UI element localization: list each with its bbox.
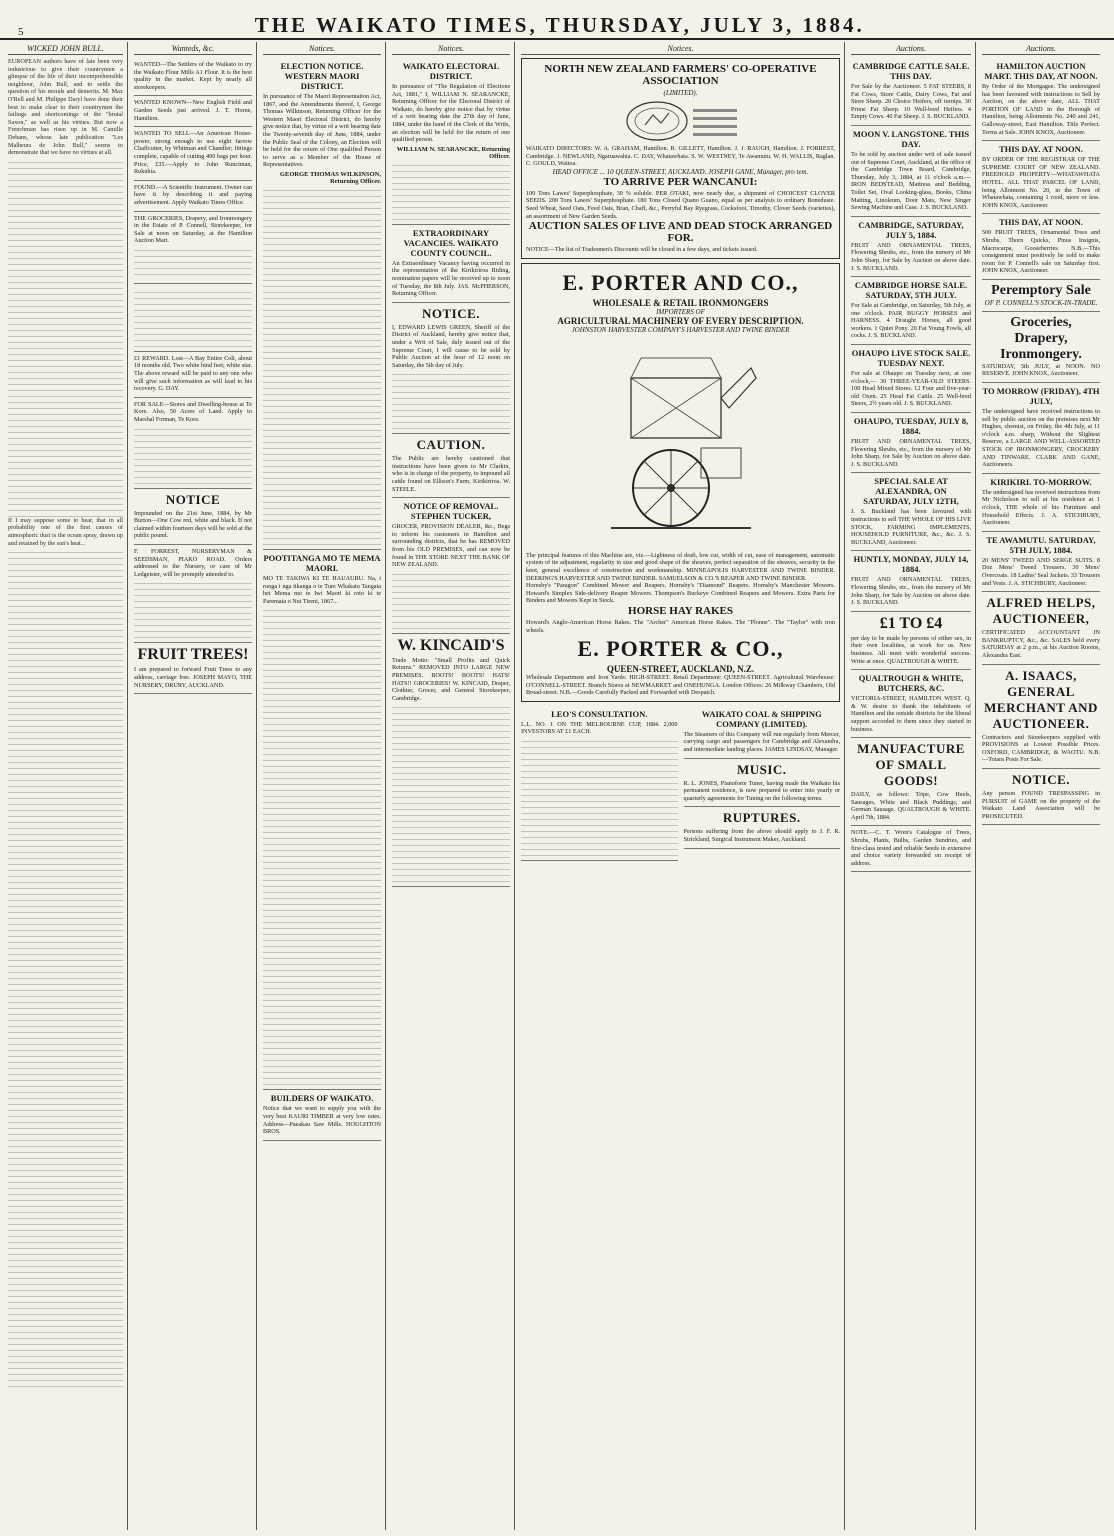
advert <box>392 225 510 303</box>
advert <box>851 217 971 277</box>
advert-title: ELECTION NOTICE. WESTERN MAORI DISTRICT. <box>280 61 364 91</box>
article-text-lines <box>8 157 123 277</box>
advert-body: MO TE TAKIWA KI TE HAUAURU. Na, i runga i nga tikanga o te Ture Whakatu Tangata hei Mema mo te Iwi Maori ki roto ki te Paremata o Nui Tireni, 1867... <box>263 574 381 605</box>
porter-advert <box>521 263 840 702</box>
head-office: HEAD OFFICE ... 10 QUEEN-STREET, AUCKLAND. JOSEPH GANE, Manager, pro tem. <box>552 167 809 176</box>
advert-body: For Sale by the Auctioneer. 5 FAT STEERS, 8 Fat Cows, Store Cattle, Dairy Cows, Fat and Store Sheep. 20 Choice Heifers, off turnips. 30 Prime Fat Sheep. 10 Well-bred Heifers. 4 Empty Cows. 40 Fat Sheep. J. S. BUCKLAND. <box>851 83 971 121</box>
rakes-heading: HORSE HAY RAKES <box>628 604 733 617</box>
advert <box>134 545 252 643</box>
article-text-lines <box>8 1267 123 1387</box>
columns <box>6 42 1108 1530</box>
advert <box>851 58 971 126</box>
advert-body: BY ORDER OF THE REGISTRAR OF THE SUPREME COURT OF NEW ZEALAND. FREEHOLD PROPERTY—WHATAWHATA HOTEL. ALL THAT PARCEL OF LAND, being Allotment No. 20, in the Town of Whatawhata, containing 1 rood, more or less. JOHN KNOX, Auctioneer. <box>982 156 1100 209</box>
advert <box>134 212 252 284</box>
advert-title: EXTRAORDINARY VACANCIES. WAIKATO COUNTY COUNCIL. <box>403 227 499 258</box>
advert-body: FOUND.—A Scientific Instrument. Owner can have it by describing it and paying advertisement. Apply Waikato Times Office. <box>134 183 252 206</box>
advert-body: THE GROCERIES, Drapery, and Ironmongery in the Estate of P. Connell, Storekeeper, for Sale at noon on Saturday, at the Hamilton Auction Mart. <box>134 214 252 245</box>
column-heading: Wanteds, &c. <box>134 44 252 55</box>
advert <box>851 612 971 670</box>
advert-body: The Public are hereby cautioned that instructions have been given to Mr Clarkin, who is in charge of the property, to impound all cattle found on Ellison's Farm, Kirikiriroa. W. STEELE. <box>392 455 510 493</box>
column-2 <box>132 42 257 1530</box>
arrive-body: 100 Tons Lawes' Superphosphate, 30 % soluble. PER OTAKI, now nearly due, a shipment of CHOICEST CLOVER SEEDS. 200 Tons Lawes' Superphosphate. 180 Tons Closed Quano Guano, equal as per analysis to ordinary Boneduste. Seed Wheat, Seed Oats, Feed Oats, Bran, Chaff, &c., Perryful Bay Ryegrass, Cocksfoot, Timothy, Clover Seeds (varieties), an assortment of New Garden Seeds. <box>526 189 835 220</box>
advert-title: LEO'S CONSULTATION. <box>551 708 648 719</box>
advert-title: Peremptory Sale <box>991 282 1091 298</box>
advert <box>982 58 1100 141</box>
advert <box>982 532 1100 592</box>
advert-title: RUPTURES. <box>722 810 801 826</box>
porter-list: Hornsby's "Paragon" Combined Mower and Reapers. Hornsby's "Diamond" Reapers. Hornsby's Manchester Mowers. Howard's Simplex Side-delivery Reaper Mowers. Thompson's Buckeye Combined Reapers and Mowers. Extra Parts for Binders and Mowers Kept in Stock. <box>526 582 835 605</box>
porter-title-2: E. PORTER & CO., <box>577 636 784 662</box>
advert-body: Contractors and Storekeepers supplied with PROVISIONS at Lowest Possible Prices. OXFORD, CAMBRIDGE, & WAOTU. N.B.—Totara Posts For Sale. <box>982 733 1100 764</box>
article-text-lines <box>8 397 123 517</box>
advert-title: POOTITANGA MO TE MEMA MAORI. <box>263 552 381 573</box>
center-bottom-grid <box>521 706 840 861</box>
advert <box>851 551 971 611</box>
advert <box>982 312 1100 383</box>
advert-body: CERTIFICATED ACCOUNTANT IN BANKRUPTCY, &c., &c. SALES held every SATURDAY at 2 p.m., at his Auction Rooms, Alexandra East. <box>982 629 1100 659</box>
advert-body: GROCER, PROVISION DEALER, &c., Begs to inform his customers in Hamilton and surrounding districts, that he has REMOVED from his OLD PREMISES, and can now be found in THE STORE NEXT THE BANK OF NEW ZEALAND. <box>392 523 510 569</box>
association-seal-icon <box>621 99 741 143</box>
advert <box>982 280 1100 312</box>
porter-address: QUEEN-STREET, AUCKLAND, N.Z. <box>606 664 755 675</box>
newspaper-title: THE WAIKATO TIMES, THURSDAY, JULY 3, 1884. <box>254 13 865 37</box>
advert-title: A. ISAACS, GENERAL MERCHANT AND AUCTIONEER. <box>984 667 1098 731</box>
advert-body: L.L. NO. 1 ON THE MELBOURNE CUP, 1884. 2,000 INVESTORS AT £1 EACH. <box>521 720 678 736</box>
advert-body: Impounded on the 21st June, 1884, by Mr Burton—One Cow red, white and black. If not claimed within fourteen days will be sold at the public pound. <box>134 509 252 540</box>
advert-title: W. KINCAID'S <box>397 636 505 654</box>
column-heading: Notices. <box>263 44 381 55</box>
advert-body: R. L. JONES, Pianoforte Tuner, having made the Waikato his permanent residence, is now prepared to enter into yearly or quarterly agreements for Tuning on the following terms. <box>683 779 840 802</box>
advert-body: J. S. Buckland has been favoured with instructions to sell THE WHOLE OF HIS LIVE STOCK, FARMING IMPLEMENTS, HOUSEHOLD FURNITURE, &c., &c. J. S. BUCKLAND, Auctioneer. <box>851 508 971 546</box>
advert-body: In pursuance of "The Regulation of Elections Act, 1881," I, WILLIAM N. SEARANCKE, Returning Officer for the Electoral District of Waikato, do hereby give notice that by virtue of a writ bearing date the 27th day of June, 1884, under the hand of the Clerk of the Writs, an election will be held for the return of one qualified person. <box>392 83 510 144</box>
advert <box>521 706 678 861</box>
advert-title: TE AWAMUTU. SATURDAY, 5TH JULY, 1884. <box>986 534 1096 555</box>
porter-body-2: Wholesale Department and Iron Yards: HIGH-STREET. Retail Department: QUEEN-STREET. Agricultural Warehouse: O'CONNELL-STREET. Branch Stores at NEWMARKET and ONEHUNGA. London Offices: 26 Milkway Chambers, Old Broad-street. N.B.—Goods Carefully Packed and Forwarded with Despatch. <box>526 674 835 697</box>
advert <box>851 473 971 551</box>
advert-signature: GEORGE THOMAS WILKINSON, Returning Officer. <box>279 170 381 185</box>
harvester-illustration-icon <box>601 338 761 548</box>
advert-title: THIS DAY. AT NOON. <box>999 144 1083 155</box>
advert-subtitle: (LIMITED). <box>663 89 698 97</box>
column-heading: Notices. <box>392 44 510 55</box>
advert-title: MOON V. LANGSTONE. THIS DAY. <box>852 128 970 149</box>
porter-subtitle-1: WHOLESALE & RETAIL IRONMONGERS <box>592 297 769 308</box>
advert-signature: WILLIAM N. SEARANCKE, Returning Officer. <box>396 145 510 160</box>
advert-title: QUALTROUGH & WHITE, BUTCHERS, &C. <box>858 673 964 694</box>
advert <box>684 807 841 848</box>
column-4 <box>390 42 515 1530</box>
advert-body: VICTORIA-STREET, HAMILTON WEST. Q. & W. desire to thank the inhabitants of Hamilton and the outside districts for the liberal support accorded to them since they started in business. <box>851 695 971 733</box>
auction-line: AUCTION SALES OF LIVE AND DEAD STOCK ARRANGED FOR. <box>528 220 833 245</box>
advert-body: For sale at Ohaupo on Tuesday next, at one o'clock,— 30 THREE-YEAR-OLD STEERS. 100 Head Mixed Stores. 12 Four and five-year-old Oxen. 25 Head Fat Cattle. 25 Well-bred Steers, 2½ years old. J. S. BUCKLAND. <box>851 370 971 408</box>
article-text-lines <box>8 547 123 667</box>
advert-title: NOTICE. <box>1011 771 1071 787</box>
advert-body: To be sold by auction under writ of sale issued out of Supreme Court, Auckland, at the office of the Cambridge Town Board, Cambridge, Thursday, July 3, 1884, at 11 o'clock a.m.— IRON BEDSTEAD, Mattress and Bedding, Toilet Set, Oval Looking-glass, Books, China Matting, Linoleum, Door Mats, New Singer Sewing Machine and Case. J. S. BUCKLAND. <box>851 150 971 212</box>
article-text-lines <box>8 277 123 397</box>
advert-title: CAUTION. <box>416 437 486 453</box>
advert-title: WAIKATO ELECTORAL DISTRICT. <box>402 61 500 81</box>
advert <box>392 303 510 435</box>
advert-body: Trade Motto: "Small Profits and Quick Returns." REMOVED INTO LARGE NEW PREMISES. BOOTS! BOOTS! HATS! HATS!! GROCERIES! W. KINCAID, Draper, Clothier, Grocer, and General Storekeeper, Cambridge. <box>392 656 510 702</box>
advert-title: MANUFACTURE OF SMALL GOODS! <box>857 741 965 789</box>
article-text-lines <box>8 1147 123 1267</box>
advert-title: OHAUPO LIVE STOCK SALE. TUESDAY NEXT. <box>851 348 971 369</box>
advert-title: TO MORROW (FRIDAY), 4TH JULY, <box>982 386 1100 407</box>
advert <box>263 550 381 1090</box>
advert-body: FRUIT AND ORNAMENTAL TREES, Flowering Shrubs, etc., from the nursery of Mr John Sharp, for Sale by Auction on above date. J. S. BUCKLAND. <box>851 576 971 607</box>
advert-body: F. FORREST, NURSERYMAN & SEEDSMAN, PIAKO ROAD. Orders addressed to the Nursery, or care of Mr Ledgeister, will be promptly attended to. <box>134 548 252 578</box>
advert-title: OHAUPO, TUESDAY, JULY 8, 1884. <box>853 416 969 437</box>
directors-list: WAIKATO DIRECTORS: W. A. GRAHAM, Hamilton. R. GILLETT, Hamilton. J. J. RAUGH, Hamilton. J. FORREST, Cambridge. J. NEWLAND, Ngaruawahia. C. DAY, Whatawhata. S. W. WESTNEY, Te Awamutu. W. H. WALLIS, Raglan. C. GOULD, Waitoa. <box>526 145 835 168</box>
advert <box>982 769 1100 825</box>
rakes-body: Howard's Anglo-American Horse Rakes. The "Archer" American Horse Rakes. The "Plonne". The "Taylor" with iron wheels. <box>526 618 835 634</box>
column-heading: Auctions. <box>982 44 1100 55</box>
masthead <box>0 6 1114 40</box>
advert-title: NORTH NEW ZEALAND FARMERS' CO-OPERATIVE ASSOCIATION <box>544 63 817 87</box>
advert <box>851 670 971 738</box>
advert <box>392 634 510 888</box>
advert-body: WANTED—The Settlers of the Waikato to try the Waikato Flour Mills A1 Flour. It is the best quality in the market. Kept by nearly all storekeepers. <box>134 61 252 91</box>
page-number: 5 <box>18 26 24 38</box>
advert <box>982 592 1100 664</box>
advert-body: WANTED KNOWN—New English Field and Garden Seeds just arrived. J. T. Horne, Hamilton. <box>134 99 252 122</box>
advert-title: CAMBRIDGE, SATURDAY, JULY 5, 1884. <box>858 219 964 240</box>
column-5 <box>519 42 845 1530</box>
advert-title: Groceries, Drapery, Ironmongery. <box>1000 314 1082 362</box>
column-6 <box>849 42 976 1530</box>
advert-title: CAMBRIDGE CATTLE SALE. THIS DAY. <box>852 61 970 81</box>
advert <box>134 643 252 694</box>
advert-body: FRUIT AND ORNAMENTAL TREES, Flowering Shrubs, etc., from the nursery of Mr John Sharp, for Sale by Auction on above date. J. S. BUCKLAND. <box>851 438 971 468</box>
advert-body: per day to be made by persons of either sex, in their own localities, at work for us. New business. All meet with wonderful success. Write at once. QUALTROUGH & WHITE. <box>851 634 971 665</box>
advert <box>134 398 252 489</box>
advert <box>392 498 510 634</box>
advert-title: £1 TO £4 <box>879 614 943 632</box>
advert <box>684 706 841 759</box>
advert-body: Any person FOUND TRESPASSING in PURSUIT of GAME on the property of the Waikato Land Association will be PROSECUTED. <box>982 789 1100 820</box>
advert-title: HAMILTON AUCTION MART. THIS DAY, AT NOON. <box>984 61 1098 81</box>
advert-body: I am prepared to forward Fruit Trees to any address, carriage free. JOSEPH MAYO, THE NURSERY, DRURY, AUCKLAND. <box>134 666 252 689</box>
notice-line: NOTICE—The list of Tradesmen's Discounts will be closed in a few days, and tickets issued. <box>526 246 758 254</box>
porter-subtitle-2: IMPORTERS OF <box>656 307 705 316</box>
article-body: EUROPEAN authors have of late been very industrious to give their countrymen a glimpse of the life of their incomprehensible neighbour, John Bull, and to settle the question of his morals and demerits. M. Max O'Rell and M. Philippe Daryl have done their best to make clear to their countrymen the failings and shortcomings of the "brutal Saxon," as well as his virtues. But now a Frenchman has risen up in M. Camille Debans, whose late publication "Les Malheurs de John Bull," seems to demonstrate that we have no virtues at all. <box>8 58 123 157</box>
porter-subtitle-4: JOHNSTON HARVESTER COMPANY'S HARVESTER AND TWINE BINDER <box>571 325 790 334</box>
advert <box>392 434 510 498</box>
advert-title: NOTICE <box>165 491 221 507</box>
advert <box>851 277 971 345</box>
advert <box>134 96 252 127</box>
advert <box>392 58 510 225</box>
advert-title: SPECIAL SALE AT ALEXANDRA, ON SATURDAY, JULY 12TH, <box>863 476 959 507</box>
advert <box>851 826 971 872</box>
advert-body: DAILY, as follows: Tripe, Cow Heels, Sausages, White and Black Puddings, and German Sausage. QUALTROUGH & WHITE. April 7th, 1884. <box>851 791 971 821</box>
advert-title: NOTICE. <box>421 305 481 321</box>
article-text-lines <box>8 907 123 1027</box>
advert-body: In pursuance of The Maori Representation Act, 1867, and the Amendments thereof, I, George Thomas Wilkinson, Returning Officer for the Western Maori Electoral District, do hereby give notice that, by virtue of a writ bearing date the Twenty-seventh day of June, 1884, under the Public Seal of the Colony, an Election will be held for the return of One qualified Person to serve as a Member of the House of Representatives. <box>263 93 381 169</box>
advert-body: An Extraordinary Vacancy having occurred in the representation of the Kirikiriroa Riding, nomination papers will be received up to noon of Tuesday, the 8th July. JAS. McPHERSON, Returning Officer. <box>392 259 510 298</box>
article-text-lines <box>8 787 123 907</box>
advert-title: ALFRED HELPS, AUCTIONEER, <box>986 595 1096 627</box>
advert-title: THIS DAY, AT NOON. <box>999 217 1083 228</box>
advert-body: FOR SALE—Stores and Dwelling-house at Te Kore. Also, 50 Acres of Land. Apply to Marshal Forman, Te Kore. <box>134 400 252 424</box>
advert-body: The undersigned has received instructions from Mr Nicholson to sell at his residence at 1 o'clock, THE whole of his Furniture and Household Effects. J. A. STICHBURY, Auctioneer. <box>982 488 1100 527</box>
advert <box>134 181 252 212</box>
column-1 <box>6 42 128 1530</box>
column-heading: Notices. <box>521 44 840 55</box>
advert-body: By Order of the Mortgagee. The undersigned has been favoured with instructions to Sell by Auction, on the above date, ALL THAT PORTION OF LAND in the Borough of Hamilton, being Allotments No. 240 and 241, Galloway-street, East Hamilton. Title Perfect. Terms at Sale. JOHN KNOX, Auctioneer. <box>982 83 1100 136</box>
porter-subtitle-3: AGRICULTURAL MACHINERY OF EVERY DESCRIPTION. <box>557 315 804 326</box>
advert <box>134 58 252 96</box>
advert-body: 20 MENS' TWEED AND SERGE SUITS. 8 Doz Mens' Tweed Trousers. 30 Mens' Overcoats. 18 Ladies' Seal Jackets. 33 Trousers and Vests. J. A. STICHBURY, Auctioneer. <box>982 556 1100 587</box>
advert-body: WANTED TO SELL—An American House-power, strong enough to use eight farrow Chaffcutter, by Whitman and Chandler; fittings complete, capable of cutting 400 bags per hour. Price, £35.—Apply to John Runciman, Rukuhia. <box>134 130 252 176</box>
advert <box>263 1090 381 1140</box>
advert-body: Notice that we want to supply you with the very best KAURI TIMBER at very low rates. Address—Paeakau Saw Mills. HOUGHTON BROS. <box>263 1105 381 1136</box>
advert-body: NOTE.—C. T. Wren's Catalogue of Trees, Shrubs, Plants, Bulbs, Garden Sundries, and first-class tested and reliable Seeds in extensive and choice variety forwarded on receipt of address. <box>851 829 971 867</box>
advert-title: NOTICE OF REMOVAL. STEPHEN TUCKER, <box>403 501 499 522</box>
column-7 <box>980 42 1104 1530</box>
advert-body: SATURDAY, 5th JULY, at NOON. NO RESERVE. JOHN KNOX, Auctioneer. <box>982 362 1100 378</box>
advert <box>982 383 1100 474</box>
advert-title: CAMBRIDGE HORSE SALE. SATURDAY, 5TH JULY. <box>854 280 968 301</box>
advert <box>982 141 1100 214</box>
advert-title: BUILDERS OF WAIKATO. <box>270 1093 374 1104</box>
advert-body: The Steamers of this Company will run regularly from Mercer, carrying cargo and passengers for Cambridge and Alexandra, and intermediate landing places. JAMES LINDSAY, Manager. <box>683 730 840 754</box>
advert <box>851 345 971 413</box>
advert <box>684 759 841 808</box>
article-body-continued: If I may suppose some to hear, that in all probability one of the first causes of atmospheric dust is the ocean spray, drawn up and retained by the sun's heat... <box>8 516 123 547</box>
advert <box>134 489 252 545</box>
advert <box>851 413 971 473</box>
advert-title: FRUIT TREES! <box>137 646 249 664</box>
advert-body: £1 REWARD. Lost—A Bay Entire Colt, about 18 months old. Two white hind feet; white star. The above reward will be paid to any one who will give such information as will lead to his recovery. G. DAY. <box>134 354 252 393</box>
advert <box>982 665 1100 769</box>
advert-body: The undersigned have received instructions to sell by public auction on the premises next Mr Hughes, chemist, on Friday, the 4th July, at 11 o'clock a.m. sharp, Without the Slightest Reserve, a LARGE AND WELL-ASSORTED STOCK OF IRONMONGERY, CROCKERY AND TINWARE. CLARK AND GANE, Auctioneers. <box>982 408 1100 469</box>
advert-title: WAIKATO COAL & SHIPPING COMPANY (LIMITED). <box>701 708 822 729</box>
advert-body: FRUIT AND ORNAMENTAL TREES, Flowering Shrubs, etc., from the nursery of Mr John Sharp, for Sale by Auction on above date. J. S. BUCKLAND. <box>851 241 971 272</box>
advert-body: 500 FRUIT TREES, Ornamental Trees and Shrubs, Thorn Quicks, Pinus Insignis, Macrocarpa, Gooseberries. N.B.—This consignment must positively be sold to make room for P. Connell's sale on Saturday first. JOHN KNOX, Auctioneer. <box>982 229 1100 275</box>
advert-body: Persons suffering from the above should apply to J. F. R. Strickland, Surgical Instrument Maker, Auckland. <box>683 828 840 844</box>
advert-title: HUNTLY, MONDAY, JULY 14, 1884. <box>853 554 969 575</box>
advert <box>134 127 252 181</box>
advert <box>851 126 971 217</box>
advert-title: MUSIC. <box>736 761 787 777</box>
advert <box>263 58 381 550</box>
advert-title: KIRIKIRI. TO-MORROW. <box>990 476 1092 487</box>
farmers-association-advert <box>521 58 840 259</box>
advert <box>982 474 1100 532</box>
article-text-lines <box>8 667 123 787</box>
column-3 <box>261 42 386 1530</box>
article-text-lines <box>8 1027 123 1147</box>
advert-body: For Sale at Cambridge, on Saturday, 5th July, at one o'clock. PAIR BUGGY HORSES and HARNESS. 4 Draught Horses, all good workers. 1 Quiet Pony. 20 Fat Young Fowls, all cocks. J. S. BUCKLAND. <box>851 302 971 340</box>
advert <box>134 352 252 398</box>
column-heading: WICKED JOHN BULL. <box>8 44 123 55</box>
advert <box>982 214 1100 280</box>
advert <box>134 284 252 352</box>
arrive-heading: TO ARRIVE PER WANCANUI: <box>603 175 758 188</box>
column-heading: Auctions. <box>851 44 971 55</box>
porter-body: The principal features of this Machine are, viz.—Lightness of draft, low cut, width of cut, ease of management, automatic system of tie adjustment, regularity in size and good shape of the sheaves, perfect separation of the sheaves, security in the knot, general excellence of construction and workmanship. MINNEAPOLIS HARVESTER AND TWINE BINDER. DEERING'S HARVESTER AND TWINE BINDER. SAMUELSON & CO.'S REAPER AND TWINE BINDER. <box>526 551 835 582</box>
advert-body: I, EDWARD LEWIS GREEN, Sheriff of the District of Auckland, hereby give notice that, under a Writ of Sale, duly issued out of the Supreme Court, I will cause to be sold by Public Auction at the hour of 12 noon on Saturday, the 5th day of July. <box>392 323 510 369</box>
advert <box>851 738 971 826</box>
porter-title: E. PORTER AND CO., <box>562 269 799 295</box>
advert-body: OF P. CONNELL'S STOCK-IN-TRADE. <box>984 298 1098 307</box>
